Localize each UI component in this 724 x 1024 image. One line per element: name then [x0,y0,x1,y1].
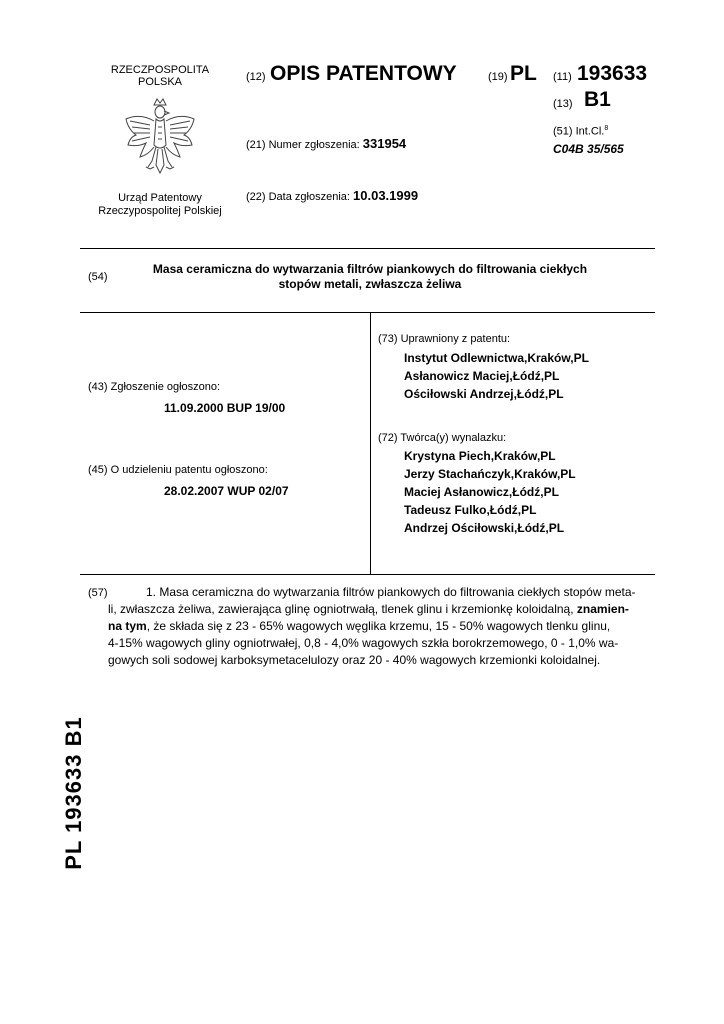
rule-column-divider [370,312,371,574]
holder-item: Instytut Odlewnictwa,Kraków,PL [404,351,589,365]
title-code: (54) [88,271,108,283]
grant-label: (45) O udzieleniu patentu ogłoszono: [88,464,268,476]
application-value: 331954 [362,136,407,151]
grant-value: 28.02.2007 WUP 02/07 [164,484,289,498]
classification-label: (51) Int.Cl.$^8$ [553,125,609,138]
patent-office [90,192,230,218]
claims-line2: li, zwłaszcza żeliwa, zawierająca glinę ogniotrwałą, tlenek glinu i krzemionkę koloidalną, znamien- [108,602,629,616]
publication-label: (43) Zgłoszenie ogłoszono: [88,381,221,393]
country-line1: RZECZPOSPOLITA [110,64,210,76]
inventors-label: (72) Twórca(y) wynalazku: [378,432,507,444]
office-line2: Rzeczypospolitej Polskiej [98,205,222,217]
inventor-item: Krystyna Piech,Kraków,PL [404,449,556,463]
invention-title-line1: Masa ceramiczna do wytwarzania filtrów piankowych do filtrowania ciekłych [152,262,588,276]
classification-value: C04B 35/565 [553,142,624,156]
invention-title [120,262,620,292]
filing-date [246,188,418,203]
document-kind: B1 [584,88,611,111]
claims-code: (57) [88,587,108,599]
holders-label: (73) Uprawniony z patentu: [378,333,511,345]
code-11: (11) [553,71,572,83]
rule-biblio [80,574,655,575]
rule-title [80,312,655,313]
application-label: (21) Numer zgłoszenia: [246,139,360,151]
inventor-item: Tadeusz Fulko,Łódź,PL [404,503,537,517]
filing-value: 10.03.1999 [353,188,419,203]
holder-item: Asłanowicz Maciej,Łódź,PL [404,369,560,383]
claims-line5: gowych soli sodowej karboksymetacelulozy oraz 20 - 40% wagowych krzemionki koloidalnej. [108,653,601,667]
side-patent-label: PL 193633 B1 [61,716,86,870]
classification-edition: 8 [604,125,609,132]
inventors-list [404,447,576,537]
claims-line1: 1. Masa ceramiczna do wytwarzania filtrów piankowych do filtrowania ciekłych stopów meta- [146,585,636,599]
invention-title-line2: stopów metali, zwłaszcza żeliwa [278,277,462,291]
country-code: PL [510,62,537,85]
patent-number: 193633 [577,62,648,85]
holders-list [404,349,589,403]
country-line2: POLSKA [137,76,183,88]
office-line1: Urząd Patentowy [118,192,202,204]
claims-text [108,584,643,669]
eagle-emblem [120,95,200,180]
country-name [100,64,220,88]
inventor-item: Andrzej Ościłowski,Łódź,PL [404,521,565,535]
application-number [246,136,406,151]
inventor-item: Jerzy Stachańczyk,Kraków,PL [404,467,576,481]
publication-value: 11.09.2000 BUP 19/00 [164,401,286,415]
code-12: (12) [246,71,266,83]
document-title: OPIS PATENTOWY [270,62,457,85]
rule-top [80,248,655,249]
claims-line3: na tym, że składa się z 23 - 65% wagowych węglika krzemu, 15 - 50% wagowych tlenku glinu, [108,619,611,633]
code-19: (19) [488,71,508,83]
holder-item: Ościłowski Andrzej,Łódź,PL [404,387,564,401]
inventor-item: Maciej Asłanowicz,Łódź,PL [404,485,559,499]
code-13: (13) [553,98,573,110]
claims-line4: 4-15% wagowych gliny ogniotrwałej, 0,8 - 4,0% wagowych szkła borokrzemowego, 0 - 1,0% wa- [108,636,619,650]
filing-label: (22) Data zgłoszenia: [246,191,350,203]
